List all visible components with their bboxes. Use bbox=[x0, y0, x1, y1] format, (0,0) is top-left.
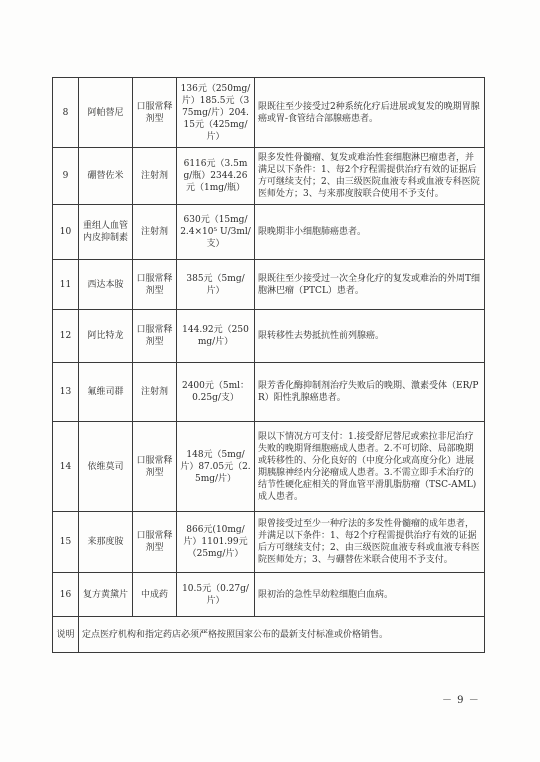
medical-insurance-scope: 限多发性骨髓瘤、复发或难治性套细胞淋巴瘤患者，并满足以下条件：1、每2个疗程需提供治疗有效的证据后方可继续支付；2、由三级医院血液专科或血液专科医院医师处方；3、与来那度胺联合使用不予支付。 bbox=[255, 148, 485, 205]
medical-insurance-scope: 限转移性去势抵抗性前列腺癌。 bbox=[255, 310, 485, 363]
drug-name: 西达本胺 bbox=[79, 260, 133, 310]
medical-insurance-scope: 限既往至少接受过2种系统化疗后进展或复发的晚期胃腺癌或胃-食管结合部腺癌患者。 bbox=[255, 78, 485, 148]
row-number: 11 bbox=[53, 260, 79, 310]
payment-standard: 144.92元（250mg/片） bbox=[177, 310, 255, 363]
payment-standard: 385元（5mg/片） bbox=[177, 260, 255, 310]
row-number: 9 bbox=[53, 148, 79, 205]
dosage-form: 口服常释剂型 bbox=[133, 260, 177, 310]
payment-standard: 10.5元（0.27g/片） bbox=[177, 573, 255, 617]
drug-name: 硼替佐米 bbox=[79, 148, 133, 205]
drug-name: 依维莫司 bbox=[79, 422, 133, 512]
drug-name: 阿帕替尼 bbox=[79, 78, 133, 148]
row-number: 12 bbox=[53, 310, 79, 363]
dosage-form: 注射剂 bbox=[133, 205, 177, 260]
table-row bbox=[53, 148, 485, 205]
note-row bbox=[53, 617, 485, 653]
payment-standard: 6116元（3.5mg/瓶）2344.26元（1mg/瓶） bbox=[177, 148, 255, 205]
medical-insurance-scope: 限既往至少接受过一次全身化疗的复发或难治的外周T细胞淋巴瘤（PTCL）患者。 bbox=[255, 260, 485, 310]
table-row bbox=[53, 310, 485, 363]
drug-table bbox=[52, 77, 485, 653]
drug-name: 氟维司群 bbox=[79, 363, 133, 422]
row-number: 14 bbox=[53, 422, 79, 512]
table-row bbox=[53, 422, 485, 512]
table-row bbox=[53, 260, 485, 310]
payment-standard: 148元（5mg/片）87.05元（2.5mg/片） bbox=[177, 422, 255, 512]
drug-name: 来那度胺 bbox=[79, 512, 133, 573]
medical-insurance-scope: 限晚期非小细胞肺癌患者。 bbox=[255, 205, 485, 260]
page-number: － 9 － bbox=[442, 695, 480, 706]
drug-name: 复方黄黛片 bbox=[79, 573, 133, 617]
medical-insurance-scope: 限曾接受过至少一种疗法的多发性骨髓瘤的成年患者，并满足以下条件：1、每2个疗程需提供治疗有效的证据后方可继续支付；2、由三级医院血液专科或血液专科医院医师处方；3、与硼替佐米联合使用不予支付。 bbox=[255, 512, 485, 573]
medical-insurance-scope: 限芳香化酶抑制剂治疗失败后的晚期、激素受体（ER/PR）阳性乳腺癌患者。 bbox=[255, 363, 485, 422]
payment-standard: 630元（15mg/2.4×10⁵ U/3ml/支） bbox=[177, 205, 255, 260]
row-number: 13 bbox=[53, 363, 79, 422]
payment-standard: 866元(10mg/片）1101.99元（25mg/片） bbox=[177, 512, 255, 573]
dosage-form: 口服常释剂型 bbox=[133, 310, 177, 363]
note-text: 定点医疗机构和指定药店必须严格按照国家公布的最新支付标准或价格销售。 bbox=[79, 617, 485, 653]
dosage-form: 口服常释剂型 bbox=[133, 422, 177, 512]
payment-standard: 136元（250mg/片）185.5元（375mg/片）204.15元（425mg/片） bbox=[177, 78, 255, 148]
payment-standard: 2400元（5ml：0.25g/支） bbox=[177, 363, 255, 422]
table-row bbox=[53, 573, 485, 617]
row-number: 15 bbox=[53, 512, 79, 573]
dosage-form: 口服常释剂型 bbox=[133, 512, 177, 573]
medical-insurance-scope: 限以下情况方可支付：1.接受舒尼替尼或索拉非尼治疗失败的晚期肾细胞癌成人患者。2.不可切除、局部晚期或转移性的、分化良好的（中度分化或高度分化）进展期胰腺神经内分泌瘤成人患者。3.不需立即手术治疗的结节性硬化症相关的肾血管平滑肌脂肪瘤（TSC-AML)成人患者。 bbox=[255, 422, 485, 512]
medical-insurance-scope: 限初治的急性早幼粒细胞白血病。 bbox=[255, 573, 485, 617]
row-number: 10 bbox=[53, 205, 79, 260]
dosage-form: 口服常释剂型 bbox=[133, 78, 177, 148]
row-number: 8 bbox=[53, 78, 79, 148]
note-label: 说明 bbox=[53, 617, 79, 653]
table-row bbox=[53, 78, 485, 148]
table-row bbox=[53, 363, 485, 422]
row-number: 16 bbox=[53, 573, 79, 617]
dosage-form: 注射剂 bbox=[133, 363, 177, 422]
dosage-form: 注射剂 bbox=[133, 148, 177, 205]
table-row bbox=[53, 205, 485, 260]
table-row bbox=[53, 512, 485, 573]
dosage-form: 中成药 bbox=[133, 573, 177, 617]
drug-table-body bbox=[53, 78, 485, 653]
drug-name: 重组人血管内皮抑制素 bbox=[79, 205, 133, 260]
drug-name: 阿比特龙 bbox=[79, 310, 133, 363]
